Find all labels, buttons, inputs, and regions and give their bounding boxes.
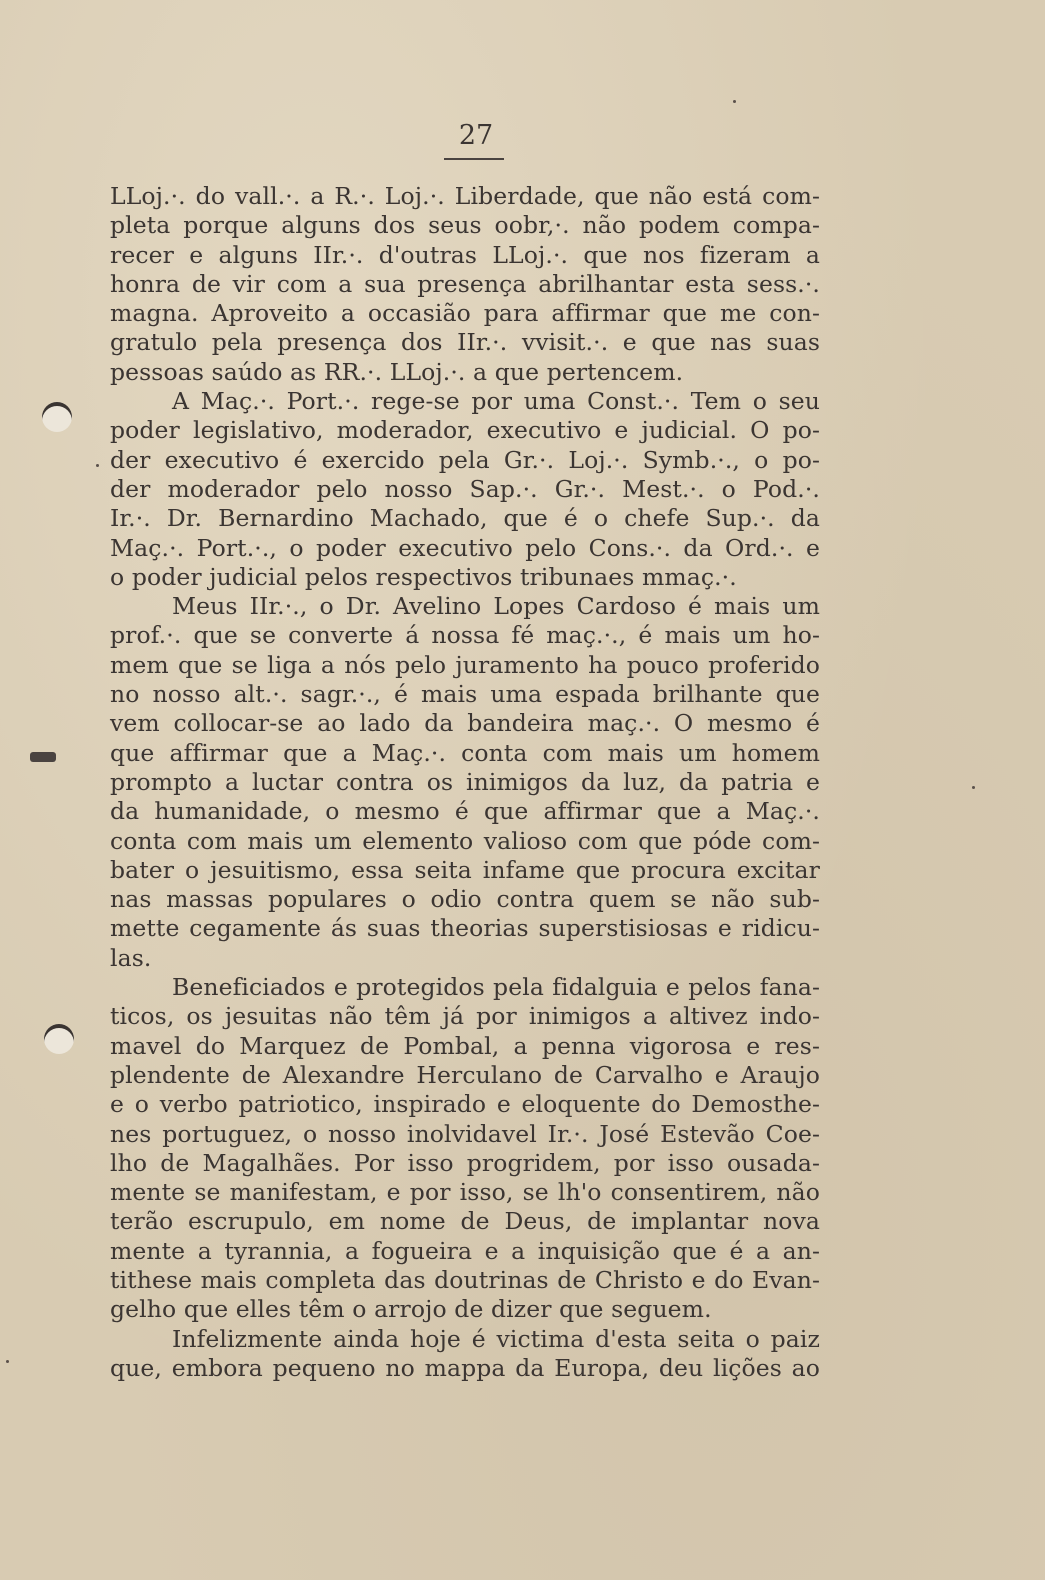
- text-line: mente se manifestam, e por isso, se lh'o consentirem, não: [110, 1178, 820, 1207]
- text-line: Maç.·. Port.·., o poder executivo pelo Cons.·. da Ord.·. e: [110, 533, 820, 562]
- text-line: conta com mais um elemento valioso com que póde com-: [110, 826, 820, 855]
- text-line: vem collocar-se ao lado da bandeira maç.·. O mesmo é: [110, 709, 820, 738]
- text-line: recer e alguns IIr.·. d'outras LLoj.·. que nos fizeram a: [110, 240, 820, 269]
- text-line: e o verbo patriotico, inspirado e eloquente do Demosthe-: [110, 1090, 820, 1119]
- paper-speck: [6, 1360, 9, 1363]
- text-line: lho de Magalhães. Por isso progridem, por isso ousada-: [110, 1148, 820, 1177]
- text-line: bater o jesuitismo, essa seita infame que procura excitar: [110, 855, 820, 884]
- text-line: prof.·. que se converte á nossa fé maç.·., é mais um ho-: [110, 621, 820, 650]
- paper-speck: [972, 786, 975, 789]
- text-line: ticos, os jesuitas não têm já por inimigos a altivez indo-: [110, 1002, 820, 1031]
- text-line: der moderador pelo nosso Sap.·. Gr.·. Mest.·. o Pod.·.: [110, 474, 820, 503]
- binding-tack: [30, 752, 56, 762]
- text-line: mette cegamente ás suas theorias superstisiosas e ridicu-: [110, 914, 820, 943]
- text-line: pleta porque alguns dos seus oobr,·. não podem compa-: [110, 211, 820, 240]
- binding-hole: [44, 1024, 74, 1054]
- text-line: poder legislativo, moderador, executivo e judicial. O po-: [110, 416, 820, 445]
- text-line: no nosso alt.·. sagr.·., é mais uma espada brilhante que: [110, 680, 820, 709]
- text-line: las.: [110, 943, 152, 972]
- text-line: prompto a luctar contra os inimigos da luz, da patria e: [110, 767, 820, 796]
- text-line: tithese mais completa das doutrinas de Christo e do Evan-: [110, 1265, 820, 1294]
- text-line: Infelizmente ainda hoje é victima d'esta seita o paiz: [172, 1324, 820, 1353]
- page-number-rule: [444, 158, 504, 160]
- text-line: o poder judicial pelos respectivos tribunaes mmaç.·.: [110, 562, 737, 591]
- text-line: pessoas saúdo as RR.·. LLoj.·. a que pertencem.: [110, 357, 684, 386]
- text-line: plendente de Alexandre Herculano de Carvalho e Araujo: [110, 1060, 820, 1089]
- page-number: 27: [458, 120, 494, 151]
- text-line: Ir.·. Dr. Bernardino Machado, que é o chefe Sup.·. da: [110, 504, 820, 533]
- text-line: gelho que elles têm o arrojo de dizer que seguem.: [110, 1295, 712, 1324]
- text-line: Meus IIr.·., o Dr. Avelino Lopes Cardoso é mais um: [172, 592, 820, 621]
- text-line: der executivo é exercido pela Gr.·. Loj.·. Symb.·., o po-: [110, 445, 820, 474]
- text-line: honra de vir com a sua presença abrilhantar esta sess.·.: [110, 269, 820, 298]
- text-line: terão escrupulo, em nome de Deus, de implantar nova: [110, 1207, 820, 1236]
- text-line: que, embora pequeno no mappa da Europa, deu lições ao: [110, 1353, 820, 1382]
- paper-speck: [96, 464, 99, 467]
- text-line: que affirmar que a Maç.·. conta com mais um homem: [110, 738, 820, 767]
- binding-hole: [42, 402, 72, 432]
- text-line: mente a tyrannia, a fogueira e a inquisição que é a an-: [110, 1236, 820, 1265]
- paper-speck: [733, 100, 736, 103]
- body-text: [110, 182, 820, 1383]
- text-line: magna. Aproveito a occasião para affirmar que me con-: [110, 299, 820, 328]
- text-line: nes portuguez, o nosso inolvidavel Ir.·. José Estevão Coe-: [110, 1119, 820, 1148]
- text-line: gratulo pela presença dos IIr.·. vvisit.·. e que nas suas: [110, 328, 820, 357]
- text-line: nas massas populares o odio contra quem se não sub-: [110, 885, 820, 914]
- text-line: mem que se liga a nós pelo juramento ha pouco proferido: [110, 650, 820, 679]
- text-line: da humanidade, o mesmo é que affirmar que a Maç.·.: [110, 797, 820, 826]
- text-line: mavel do Marquez de Pombal, a penna vigorosa e res-: [110, 1031, 820, 1060]
- text-line: A Maç.·. Port.·. rege-se por uma Const.·. Tem o seu: [172, 387, 820, 416]
- text-line: Beneficiados e protegidos pela fidalguia e pelos fana-: [172, 973, 820, 1002]
- text-line: LLoj.·. do vall.·. a R.·. Loj.·. Liberdade, que não está com-: [110, 182, 820, 210]
